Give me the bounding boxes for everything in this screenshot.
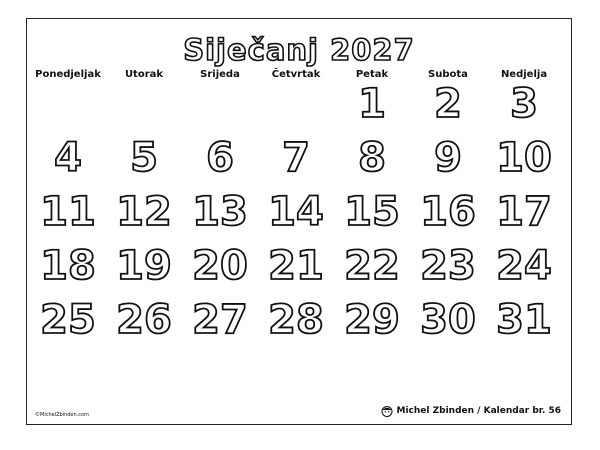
- calendar-title: Siječanj 2027: [183, 33, 415, 67]
- day-cell: 25: [40, 297, 96, 343]
- calendar-sheet: [26, 18, 572, 425]
- weekday-label: Ponedjeljak: [35, 69, 101, 80]
- day-cell: 30: [420, 297, 476, 343]
- day-cell: 22: [344, 243, 400, 289]
- day-cell: 17: [496, 189, 552, 235]
- day-cell: 1: [358, 81, 386, 127]
- day-cell: 15: [344, 189, 400, 235]
- weekday-label: Četvrtak: [271, 69, 321, 80]
- day-cell: 18: [40, 243, 96, 289]
- copyright-text: ©MichelZbinden.com: [35, 412, 89, 418]
- day-cell: 16: [420, 189, 476, 235]
- day-cell: 23: [420, 243, 476, 289]
- day-cell: 6: [206, 135, 234, 181]
- day-cell: 28: [268, 297, 324, 343]
- day-cell: 19: [116, 243, 172, 289]
- face-icon: [381, 405, 393, 417]
- day-cell: 10: [496, 135, 552, 181]
- day-cell: 13: [192, 189, 248, 235]
- weekday-label: Petak: [355, 69, 389, 80]
- day-cell: 27: [192, 297, 248, 343]
- day-cell: 29: [344, 297, 400, 343]
- day-cell: 12: [116, 189, 172, 235]
- day-cell: 5: [130, 135, 158, 181]
- credit-line: [381, 405, 561, 417]
- day-cell: 2: [434, 81, 462, 127]
- weekday-label: Nedjelja: [500, 69, 548, 80]
- weekday-label: Srijeda: [200, 69, 240, 80]
- day-cell: 3: [510, 81, 538, 127]
- weekday-label: Subota: [428, 69, 468, 80]
- day-cell: 21: [268, 243, 324, 289]
- day-cell: 8: [358, 135, 386, 181]
- day-cell: 7: [282, 135, 310, 181]
- day-cell: 9: [434, 135, 462, 181]
- credit-text: Michel Zbinden / Kalendar br. 56: [396, 406, 561, 416]
- day-cell: 11: [40, 189, 96, 235]
- day-cell: 24: [496, 243, 552, 289]
- day-cell: 26: [116, 297, 172, 343]
- day-cell: 14: [268, 189, 324, 235]
- day-cell: 31: [496, 297, 552, 343]
- weekday-label: Utorak: [124, 69, 164, 80]
- day-cell: 20: [192, 243, 248, 289]
- day-cell: 4: [54, 135, 82, 181]
